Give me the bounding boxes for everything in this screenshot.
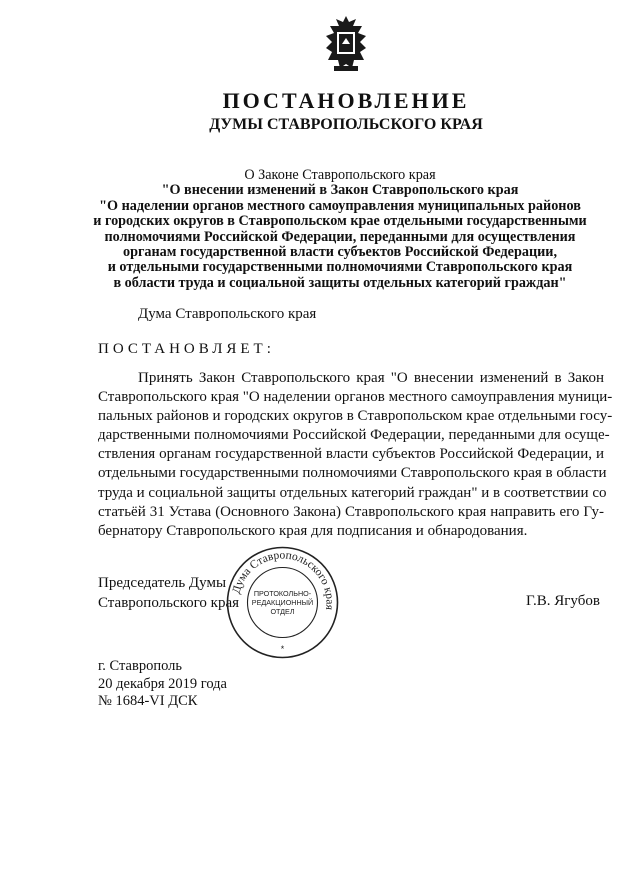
stamp-center-line: РЕДАКЦИОННЫЙ xyxy=(251,598,314,607)
round-stamp xyxy=(225,545,340,660)
signatory-position xyxy=(98,573,239,613)
document-subtitle: ДУМЫ СТАВРОПОЛЬСКОГО КРАЯ xyxy=(209,116,483,133)
signatory-name: Г.В. Ягубов xyxy=(526,593,600,609)
issue-date: 20 декабря 2019 года xyxy=(98,675,227,692)
decree-word: ПОСТАНОВЛЯЕТ: xyxy=(98,341,275,357)
stamp-ring-text: Думa Ставропольского края xyxy=(230,549,336,611)
body-line: дарственными полномочиями Российской Федерации, переданными для осуще- xyxy=(98,427,610,444)
stamp-star: * xyxy=(280,644,285,654)
body-line: отдельными государственными полномочиями Ставропольского края в области xyxy=(98,465,607,482)
body-line: статьёй 31 Устава (Основного Закона) Ставропольского края направить его Гу- xyxy=(98,503,604,520)
subject-line: и городских округов в Ставропольском крае отдельными государственными xyxy=(93,213,587,230)
document-footer xyxy=(98,658,227,711)
resolution-body xyxy=(98,369,613,541)
body-line: бернатору Ставропольского края для подписания и обнародования. xyxy=(98,522,528,539)
body-line: труда и социальной защиты отдельных категорий граждан" и в соответствии со xyxy=(98,484,607,501)
subject-line: "О внесении изменений в Закон Ставропольского края xyxy=(161,182,519,199)
position-line: Председатель Думы xyxy=(98,575,227,591)
coat-of-arms-icon xyxy=(322,14,370,74)
position-line: Ставропольского края xyxy=(98,595,239,611)
subject-line: О Законе Ставропольского края xyxy=(244,167,436,183)
document-number: № 1684-VI ДСК xyxy=(98,693,198,709)
body-line: ствления органам государственной власти субъектов Российской Федерации, и xyxy=(98,446,604,463)
subject-line: и отдельными государственными полномочиями Ставропольского края xyxy=(107,259,573,276)
issuing-authority: Дума Ставропольского края xyxy=(138,306,317,322)
body-line: Принять Закон Ставропольского края "О внесении изменений в Закон xyxy=(138,370,604,386)
document-title: ПОСТАНОВЛЕНИЕ xyxy=(222,88,470,113)
subject-line: органам государственной власти субъектов Российской Федерации, xyxy=(122,244,558,261)
stamp-center-line: ОТДЕЛ xyxy=(270,607,295,616)
place-of-issue: г. Ставрополь xyxy=(98,658,183,674)
body-line: пальных районов и городских округов в Ставропольском крае отдельными госу- xyxy=(98,408,613,425)
stamp-center-line: ПРОТОКОЛЬНО- xyxy=(253,589,312,598)
subject-line: полномочиями Российской Федерации, переданными для осуществления xyxy=(104,228,576,245)
resolution-subject xyxy=(60,168,620,291)
subject-line: "О наделении органов местного самоуправления муниципальных районов xyxy=(99,197,581,214)
body-line: Ставропольского края "О наделении органов местного самоуправления муници- xyxy=(98,389,613,406)
subject-line: в области труда и социальной защиты отдельных категорий граждан" xyxy=(113,274,567,291)
